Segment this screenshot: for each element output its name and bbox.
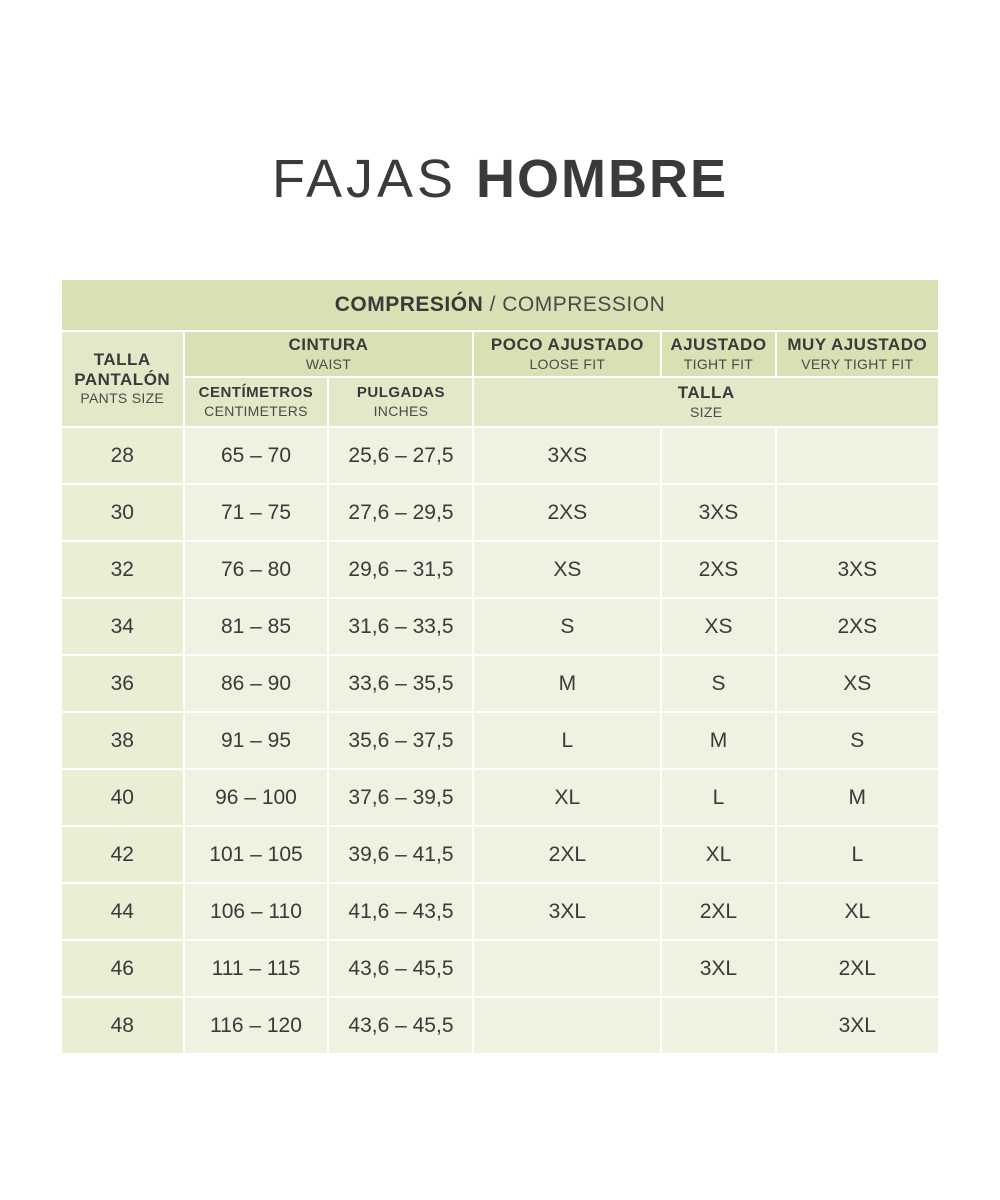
cell-empty [661,427,775,484]
cell-pants-size: 28 [61,427,184,484]
header-loose-fit-es: POCO AJUSTADO [490,335,644,355]
cell-tight-fit: 3XS [661,484,775,541]
header-pants-size-es-line2: PANTALÓN [74,369,171,389]
cell-pants-size: 38 [61,712,184,769]
table-row [61,883,939,940]
cell-inches: 35,6 – 37,5 [328,712,473,769]
cell-tight-fit: XL [661,826,775,883]
cell-centimeters: 116 – 120 [184,997,329,1054]
cell-tight-fit: 3XL [661,940,775,997]
cell-inches: 41,6 – 43,5 [328,883,473,940]
cell-loose-fit: XS [473,541,661,598]
header-pants-size-es-line1: TALLA [93,350,151,370]
table-row [61,826,939,883]
header-tight-fit [661,331,775,377]
cell-tight-fit: 2XL [661,883,775,940]
cell-loose-fit: S [473,598,661,655]
table-row [61,427,939,484]
cell-very-tight-fit: 2XL [776,940,939,997]
header-pants-size [61,331,184,427]
cell-loose-fit: 3XL [473,883,661,940]
cell-empty [473,940,661,997]
cell-tight-fit: 2XS [661,541,775,598]
cell-pants-size: 42 [61,826,184,883]
cell-tight-fit: XS [661,598,775,655]
cell-inches: 33,6 – 35,5 [328,655,473,712]
page-title-part2: HOMBRE [476,149,729,209]
table-row [61,769,939,826]
table-row [61,598,939,655]
cell-very-tight-fit: L [776,826,939,883]
cell-empty [776,484,939,541]
cell-inches: 31,6 – 33,5 [328,598,473,655]
cell-empty [776,427,939,484]
cell-very-tight-fit: XL [776,883,939,940]
table-row [61,484,939,541]
header-very-tight-fit-en: VERY TIGHT FIT [801,355,914,372]
cell-tight-fit: M [661,712,775,769]
cell-pants-size: 40 [61,769,184,826]
cell-inches: 43,6 – 45,5 [328,940,473,997]
cell-very-tight-fit: S [776,712,939,769]
header-very-tight-fit [776,331,939,377]
table-body [61,427,939,1054]
cell-centimeters: 111 – 115 [184,940,329,997]
header-size-en: SIZE [690,403,723,420]
header-tight-fit-es: AJUSTADO [670,335,767,355]
cell-centimeters: 81 – 85 [184,598,329,655]
size-chart-table [60,278,940,1055]
cell-inches: 43,6 – 45,5 [328,997,473,1054]
table-banner-row [61,279,939,331]
compression-banner-es: COMPRESIÓN [334,293,484,316]
header-waist [184,331,474,377]
table-header-row-1 [61,331,939,377]
cell-loose-fit: 2XS [473,484,661,541]
cell-pants-size: 34 [61,598,184,655]
table-row [61,940,939,997]
cell-inches: 25,6 – 27,5 [328,427,473,484]
header-very-tight-fit-es: MUY AJUSTADO [787,335,928,355]
header-loose-fit-en: LOOSE FIT [529,355,606,372]
page-title [0,148,1000,210]
size-chart-table-wrapper [60,278,940,1055]
header-size-es: TALLA [677,383,735,403]
header-waist-es: CINTURA [288,335,369,355]
cell-pants-size: 44 [61,883,184,940]
header-centimeters-es: CENTÍMETROS [198,384,314,402]
cell-centimeters: 76 – 80 [184,541,329,598]
cell-centimeters: 86 – 90 [184,655,329,712]
header-size [473,377,939,427]
cell-tight-fit: S [661,655,775,712]
cell-inches: 29,6 – 31,5 [328,541,473,598]
cell-pants-size: 48 [61,997,184,1054]
header-loose-fit [473,331,661,377]
header-inches [328,377,473,427]
cell-very-tight-fit: 3XS [776,541,939,598]
table-row [61,541,939,598]
compression-banner [61,279,939,331]
page-title-part1: FAJAS [271,149,477,209]
cell-pants-size: 32 [61,541,184,598]
cell-centimeters: 91 – 95 [184,712,329,769]
header-centimeters [184,377,329,427]
cell-very-tight-fit: XS [776,655,939,712]
cell-pants-size: 30 [61,484,184,541]
cell-tight-fit: L [661,769,775,826]
cell-pants-size: 36 [61,655,184,712]
cell-very-tight-fit: M [776,769,939,826]
header-inches-es: PULGADAS [356,384,446,402]
cell-loose-fit: 3XS [473,427,661,484]
cell-centimeters: 65 – 70 [184,427,329,484]
cell-centimeters: 106 – 110 [184,883,329,940]
cell-centimeters: 96 – 100 [184,769,329,826]
cell-loose-fit: M [473,655,661,712]
cell-loose-fit: XL [473,769,661,826]
cell-centimeters: 71 – 75 [184,484,329,541]
header-tight-fit-en: TIGHT FIT [683,355,754,372]
cell-inches: 27,6 – 29,5 [328,484,473,541]
cell-empty [473,997,661,1054]
cell-inches: 39,6 – 41,5 [328,826,473,883]
cell-loose-fit: L [473,712,661,769]
cell-very-tight-fit: 2XS [776,598,939,655]
cell-loose-fit: 2XL [473,826,661,883]
cell-pants-size: 46 [61,940,184,997]
table-row [61,712,939,769]
header-waist-en: WAIST [305,355,352,372]
compression-banner-en: / COMPRESSION [483,293,666,316]
table-header-row-2 [61,377,939,427]
header-centimeters-en: CENTIMETERS [204,402,308,419]
cell-centimeters: 101 – 105 [184,826,329,883]
header-inches-en: INCHES [373,402,429,419]
header-pants-size-en: PANTS SIZE [80,390,165,407]
table-row [61,655,939,712]
cell-very-tight-fit: 3XL [776,997,939,1054]
table-row [61,997,939,1054]
cell-inches: 37,6 – 39,5 [328,769,473,826]
cell-empty [661,997,775,1054]
